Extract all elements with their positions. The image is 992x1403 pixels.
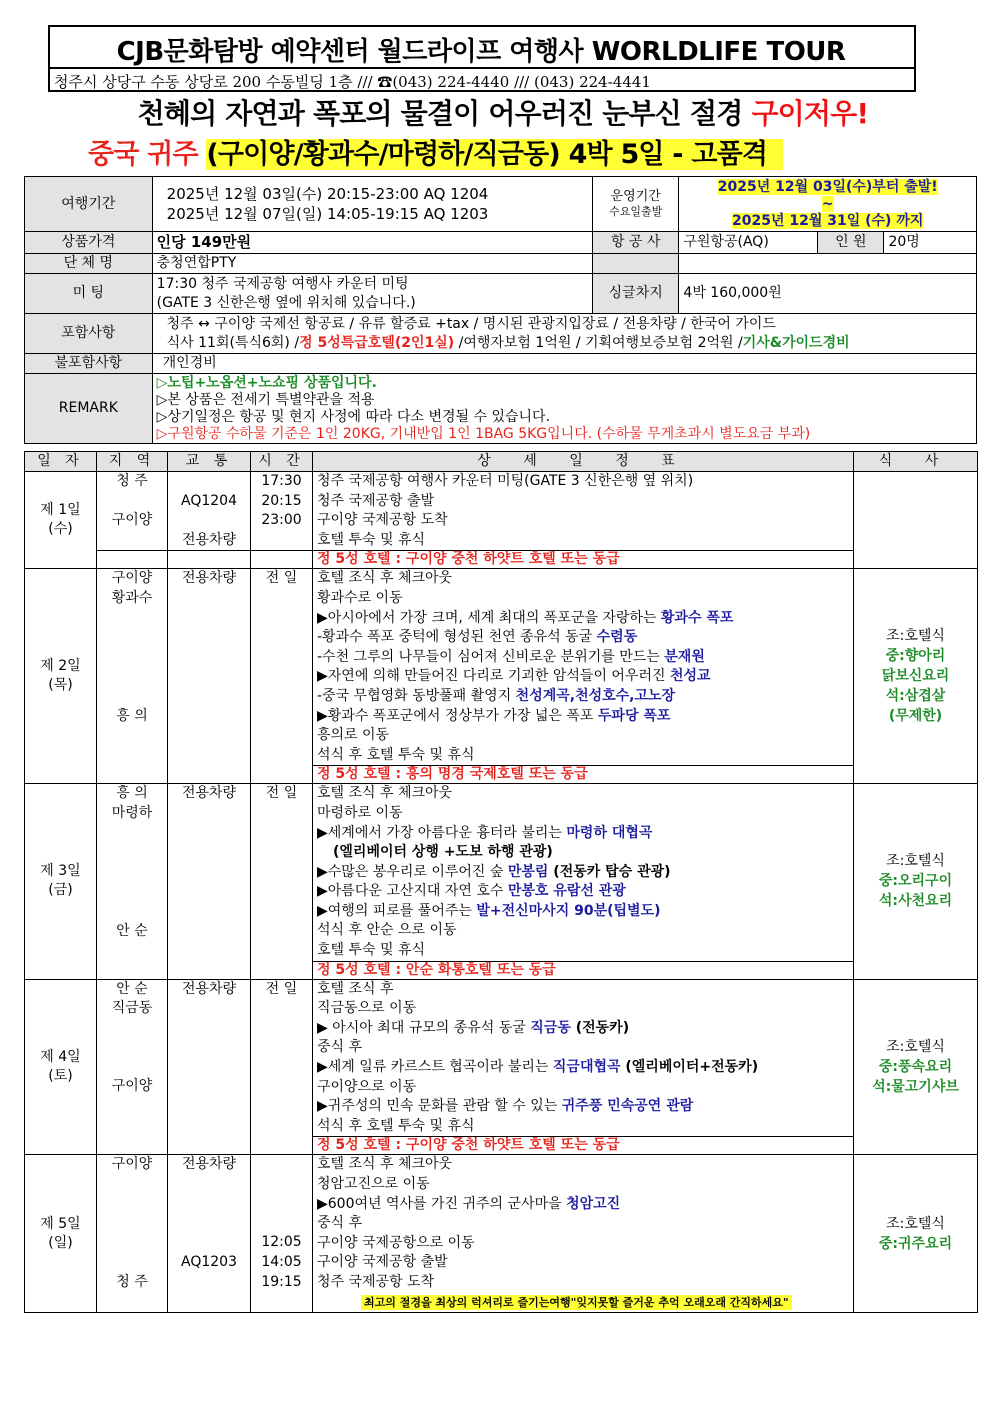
day4-region-3: 구이양	[111, 1077, 153, 1094]
day2-meal	[854, 569, 978, 784]
excluded-value: 개인경비	[152, 354, 976, 374]
day2-row	[25, 569, 978, 766]
remark-label: REMARK	[25, 374, 153, 444]
day2-d5-highlight: 분재원	[664, 648, 705, 665]
day3-d3-text: ▶세계에서 가장 아름다운 흉터라 불리는	[317, 824, 567, 841]
day1-detail-3: 구이양 국제공항 도착	[317, 512, 448, 529]
day4-detail-2: 직금동으로 이동	[317, 1000, 417, 1017]
operation-period	[679, 177, 977, 232]
schedule-table	[24, 451, 978, 1313]
day2-d3-text: ▶아시아에서 가장 크며, 세계 최대의 폭포군을 자랑하는	[317, 609, 661, 626]
price-label: 상품가격	[25, 232, 153, 254]
day4-dinner: 석:물고기샤브	[872, 1079, 959, 1096]
day5-region-2: 청 주	[116, 1274, 148, 1290]
included-value	[152, 314, 976, 354]
day2-dow: (목)	[48, 677, 73, 694]
day2-dinner: 석:삼겹살	[885, 688, 946, 705]
day1-region-1: 청 주	[116, 473, 148, 489]
day4-d3-note: (전동카)	[570, 1019, 630, 1036]
day4-detail-6: 구이양으로 이동	[317, 1078, 417, 1095]
day5-detail-1: 호텔 조식 후 체크아웃	[317, 1156, 453, 1173]
day2-detail-4	[317, 628, 849, 648]
day3-d5-text: ▶수많은 봉우리로 이루어진 숲	[317, 863, 508, 880]
header-region: 지 역	[97, 452, 168, 472]
day2-breakfast: 조:호텔식	[886, 628, 945, 645]
day3-detail-1: 호텔 조식 후 체크아웃	[317, 785, 453, 802]
day4-detail-4: 중식 후	[317, 1039, 363, 1056]
included-guide-fee: 기사&가이드경비	[742, 334, 850, 351]
operation-line1: 2025년 12월 03일(수)부터 출발!	[717, 178, 938, 195]
remark-value	[152, 374, 976, 444]
blank-cell-2	[679, 254, 977, 274]
day1-transport-1	[172, 472, 246, 492]
day2-d4-highlight: 수렴동	[596, 629, 638, 646]
day4-breakfast: 조:호텔식	[886, 1039, 945, 1056]
day1-transport	[168, 472, 251, 551]
included-insurance: /여행자보험 1억원 / 기획여행보증보험 2억원 /	[454, 334, 743, 351]
included-hotel: 정 5성특급호텔(2인1실)	[299, 334, 455, 351]
day2-hotel: 정 5성 호텔 : 흥의 명경 국제호텔 또는 동급	[313, 766, 854, 784]
day4-d5-highlight: 직금대협곡	[552, 1059, 621, 1076]
day4-label: 제 4일	[40, 1049, 81, 1066]
day3-detail-4: (엘리베이터 상행 +도보 하행 관광)	[333, 844, 553, 861]
day2-region-2: 황과수	[111, 589, 153, 606]
group-label: 단 체 명	[25, 254, 153, 274]
day1-detail-4: 호텔 투숙 및 휴식	[317, 531, 426, 548]
operation-line2: ~	[821, 195, 834, 212]
day3-detail-2: 마령하로 이동	[317, 804, 403, 821]
day3-transport: 전용차량	[168, 784, 251, 979]
day3-dow: (금)	[48, 882, 73, 899]
day4-d3-text: ▶ 아시아 최대 규모의 종유석 동굴	[317, 1019, 531, 1036]
header-time: 시 간	[251, 452, 313, 472]
day2-date	[25, 569, 97, 784]
day3-d5-highlight: 만봉림	[507, 863, 549, 880]
day2-d8-text: ▶황과수 폭포군에서 정상부가 가장 넓은 폭포	[317, 707, 598, 724]
day4-d5-note: (엘리베이터+전동카)	[620, 1059, 759, 1076]
operation-label-sub: 수요일출발	[609, 205, 663, 218]
day4-detail-1: 호텔 조식 후	[317, 980, 394, 997]
day2-label: 제 2일	[40, 658, 81, 675]
remark-baggage: ▷구원항공 수하물 기준은 1인 20KG, 기내반입 1인 1BAG 5KG입니다. (수하물 무게초과시 별도요금 부과)	[156, 425, 811, 442]
day2-detail-6	[317, 667, 849, 687]
day1-hotel-blank3	[251, 551, 313, 569]
day1-transport-2: AQ1204	[181, 492, 237, 509]
operation-line3: 2025년 12월 31일 (수) 까지	[732, 212, 924, 229]
headline	[0, 92, 992, 132]
excluded-label: 불포함사항	[25, 354, 153, 374]
subheadline	[88, 132, 783, 168]
airline-value: 구원항공(AQ)	[679, 232, 818, 254]
day2-detail-5	[317, 648, 849, 668]
day3-d6-highlight: 만봉호 유람선 관광	[507, 883, 626, 900]
day2-dinner-2: (무제한)	[888, 708, 943, 725]
day1-hotel-row	[25, 551, 978, 569]
day3-d7-text: ▶여행의 피로를 풀어주는	[317, 902, 477, 919]
day1-hotel: 정 5성 호텔 : 구이양 중천 하얏트 호텔 또는 동급	[313, 551, 854, 569]
day1-region-3: 구이양	[111, 512, 153, 529]
day5-dow: (일)	[48, 1234, 73, 1251]
day4-region	[97, 979, 168, 1155]
day4-d5-text: ▶세계 일류 카르스트 협곡이라 불리는	[317, 1059, 553, 1076]
day3-detail-5	[317, 863, 849, 883]
day4-d7-highlight: 귀주풍 민속공연 관람	[561, 1098, 694, 1115]
group-value: 충청연합PTY	[152, 254, 592, 274]
day3-time: 전 일	[251, 784, 313, 979]
day4-detail-8: 석식 후 호텔 투숙 및 휴식	[317, 1117, 475, 1134]
headline-main: 천혜의 자연과 폭포의 물결이 어우러진 눈부신 절경	[137, 97, 752, 130]
single-value: 4박 160,000원	[679, 274, 977, 314]
operation-label	[592, 177, 678, 232]
agency-address: 청주시 상당구 수동 상당로 200 수동빌딩 1층 /// ☎(043) 224-4440 /// (043) 224-4441	[54, 73, 651, 91]
day3-detail	[313, 784, 854, 961]
day4-dow: (토)	[48, 1068, 73, 1085]
day2-detail-1: 호텔 조식 후 체크아웃	[317, 570, 453, 587]
day4-time: 전 일	[251, 979, 313, 1155]
day3-region-2: 마령하	[111, 804, 153, 821]
day5-lunch: 중:귀주요리	[878, 1235, 953, 1252]
day5-date	[25, 1155, 97, 1313]
day4-date	[25, 979, 97, 1155]
day5-d3-highlight: 청암고진	[566, 1195, 621, 1212]
day3-d5-note: (전동카 탑승 관광)	[548, 863, 671, 880]
day1-time-2: 20:15	[261, 492, 302, 509]
agency-title: CJB문화탐방 예약센터 월드라이프 여행사 WORLDLIFE TOUR	[116, 37, 846, 67]
day1-detail	[313, 472, 854, 551]
remark-charter: ▷본 상품은 전세기 특별약관을 적용	[156, 391, 375, 408]
day2-d6-highlight: 천성교	[669, 668, 711, 685]
day1-transport-3	[172, 511, 246, 531]
day2-time: 전 일	[251, 569, 313, 784]
included-label: 포함사항	[25, 314, 153, 354]
day2-detail-7	[317, 687, 849, 707]
day5-row	[25, 1155, 978, 1313]
day5-time-1: 12:05	[261, 1234, 302, 1251]
day5-time-3: 19:15	[261, 1273, 302, 1290]
day2-detail	[313, 569, 854, 766]
day2-lunch: 중:향아리	[885, 648, 946, 665]
day1-detail-2: 청주 국제공항 출발	[317, 492, 435, 509]
day3-detail-8: 석식 후 안순 으로 이동	[317, 922, 457, 939]
day2-d7-highlight: 천성계곡,천성호수,고노장	[515, 687, 676, 704]
day3-meal	[854, 784, 978, 979]
day3-breakfast: 조:호텔식	[886, 853, 945, 870]
airline-label: 항 공 사	[592, 232, 678, 254]
day3-lunch: 중:오리구이	[878, 873, 953, 890]
day5-detail-2: 청암고진으로 이동	[317, 1176, 430, 1192]
period-value	[152, 177, 592, 232]
day1-region	[97, 472, 168, 551]
day2-lunch-2: 닭보신요리	[881, 668, 950, 685]
header-detail: 상 세 일 정 표	[313, 452, 854, 472]
day2-region	[97, 569, 168, 784]
day5-detail-3	[317, 1195, 849, 1215]
price-value: 인당 149만원	[152, 232, 592, 254]
day2-region-1: 구이양	[111, 570, 153, 587]
day4-detail-7	[317, 1097, 849, 1117]
included-line2	[167, 334, 972, 353]
day1-time	[251, 472, 313, 551]
day4-d3-highlight: 직금동	[530, 1019, 571, 1036]
day4-region-1: 안 순	[116, 980, 148, 997]
period-label: 여행기간	[25, 177, 153, 232]
day3-d7-note: (팁별도)	[607, 902, 661, 919]
header-meal: 식 사	[854, 452, 978, 472]
day1-transport-4: 전용차량	[181, 531, 237, 548]
remark-change: ▷상기일정은 항공 및 현지 사정에 따라 다소 변경될 수 있습니다.	[156, 408, 551, 425]
day3-region-1: 흥 의	[116, 785, 148, 802]
day3-d6-text: ▶아름다운 고산지대 자연 호수	[317, 883, 508, 900]
period-line2: 2025년 12월 07일(일) 14:05-19:15 AQ 1203	[166, 205, 489, 223]
day2-detail-2: 황과수로 이동	[317, 589, 403, 606]
day1-meal	[854, 472, 978, 569]
day2-detail-8	[317, 707, 849, 727]
day1-row	[25, 472, 978, 551]
day4-region-2: 직금동	[111, 1000, 153, 1017]
day1-dow: (수)	[48, 521, 73, 538]
day5-meal	[854, 1155, 978, 1313]
day1-label: 제 1일	[40, 502, 81, 519]
day1-date	[25, 472, 97, 569]
day5-transport	[168, 1155, 251, 1313]
day4-detail-3	[317, 1019, 849, 1039]
day4-d7-text: ▶귀주성의 민속 문화를 관람 할 수 있는	[317, 1098, 562, 1115]
day4-hotel: 정 5성 호텔 : 구이양 중천 하얏트 호텔 또는 동급	[313, 1137, 854, 1155]
day5-detail-7: 청주 국제공항 도착	[317, 1273, 435, 1290]
day4-lunch: 중:풍속요리	[878, 1059, 953, 1076]
day3-detail-3	[317, 824, 849, 844]
day2-region-3: 흥 의	[116, 707, 148, 724]
headline-main-red: 구이저우!	[751, 97, 869, 130]
day5-detail-4: 중식 후	[317, 1215, 363, 1232]
closing-note: 최고의 절경을 최상의 럭셔리로 즐기는여행"잊지못할 즐거운 추억 오래오래 간직하세요"	[361, 1295, 792, 1310]
day2-detail-3	[317, 609, 849, 629]
day5-label: 제 5일	[40, 1215, 81, 1232]
day5-region	[97, 1155, 168, 1313]
day1-time-3: 23:00	[261, 512, 302, 529]
day4-detail	[313, 979, 854, 1137]
day5-detail-5: 구이양 국제공항으로 이동	[317, 1234, 475, 1251]
day2-detail-9: 흥의로 이동	[317, 727, 390, 744]
subheadline-red: 중국 귀주	[88, 139, 207, 170]
day2-d6-text: ▶자연에 의해 만들어진 다리로 기괴한 암석들이 어우러진	[317, 668, 670, 685]
day1-detail-1: 청주 국제공항 여행사 카운터 미팅(GATE 3 신한은행 옆 위치)	[317, 473, 694, 489]
remark-no-tip: ▷노팁+노옵션+노쇼핑 상품입니다.	[156, 374, 377, 391]
single-label: 싱글차지	[592, 274, 678, 314]
day5-detail	[313, 1155, 854, 1313]
day5-time-2: 14:05	[261, 1254, 302, 1270]
included-meals: 식사 11회(특식6회) /	[166, 334, 300, 351]
day1-hotel-blank1	[97, 551, 168, 569]
meeting-value	[152, 274, 592, 314]
day2-d4-text: -황과수 폭포 중턱에 형성된 천연 종유석 동굴	[317, 629, 597, 646]
period-line1: 2025년 12월 03일(수) 20:15-23:00 AQ 1204	[166, 185, 489, 203]
day3-detail-7	[317, 902, 849, 922]
day3-date	[25, 784, 97, 979]
day3-detail-9: 호텔 투숙 및 휴식	[317, 942, 426, 959]
day5-transport-1: 전용차량	[181, 1156, 237, 1173]
included-line1: 청주 ↔ 구이양 국제선 항공료 / 유류 할증료 +tax / 명시된 관광지입장료 / 전용차량 / 한국어 가이드	[166, 315, 776, 332]
subheadline-rest: (구이양/황과수/마령하/직금동) 4박 5일 - 고품격	[206, 139, 783, 170]
day3-hotel: 정 5성 호텔 : 안순 화통호텔 또는 동급	[313, 961, 854, 979]
day3-d7-highlight: 발+전신마사지 90분	[476, 902, 608, 919]
day3-row	[25, 784, 978, 961]
day5-breakfast: 조:호텔식	[886, 1215, 945, 1232]
day2-d8-highlight: 두파당 폭포	[597, 707, 671, 724]
header-transport: 교 통	[168, 452, 251, 472]
day2-transport: 전용차량	[168, 569, 251, 784]
operation-label-main: 운영기간	[610, 189, 661, 204]
day3-region-3: 안 순	[116, 922, 148, 939]
day5-transport-2: AQ1203	[181, 1254, 237, 1270]
meeting-line1: 17:30 청주 국제공항 여행사 카운터 미팅	[156, 275, 409, 292]
day4-detail-5	[317, 1058, 849, 1078]
header-date: 일 자	[25, 452, 97, 472]
day5-region-1: 구이양	[111, 1156, 153, 1173]
day1-region-2	[101, 492, 163, 512]
day4-transport: 전용차량	[168, 979, 251, 1155]
day4-meal	[854, 979, 978, 1155]
meeting-line2: (GATE 3 신한은행 옆에 위치해 있습니다.)	[156, 294, 416, 311]
people-value: 20명	[884, 232, 977, 254]
day3-dinner: 석:사천요리	[878, 893, 953, 910]
day2-detail-10: 석식 후 호텔 투숙 및 휴식	[317, 746, 475, 763]
day2-d5-text: -수천 그루의 나무들이 심어져 신비로운 분위기를 만드는	[317, 648, 665, 665]
day1-region-4	[101, 531, 163, 551]
day1-hotel-blank2	[168, 551, 251, 569]
meeting-label: 미 팅	[25, 274, 153, 314]
day2-d7-text: -중국 무협영화 동방풀패 촬영지	[317, 687, 516, 704]
day5-d3-text: ▶600여년 역사를 가진 귀주의 군사마을	[317, 1195, 567, 1212]
day3-label: 제 3일	[40, 863, 81, 880]
day3-region	[97, 784, 168, 979]
day1-time-1: 17:30	[261, 473, 302, 489]
day3-d3-highlight: 마령하 대협곡	[566, 824, 653, 841]
day4-row	[25, 979, 978, 1137]
day2-d3-highlight: 황과수 폭포	[660, 609, 734, 626]
day5-time	[251, 1155, 313, 1313]
day3-detail-6	[317, 882, 849, 902]
people-label: 인 원	[818, 232, 884, 254]
day1-time-4	[255, 531, 308, 551]
day5-detail-6: 구이양 국제공항 출발	[317, 1254, 448, 1271]
info-table	[24, 176, 977, 444]
blank-cell	[592, 254, 678, 274]
